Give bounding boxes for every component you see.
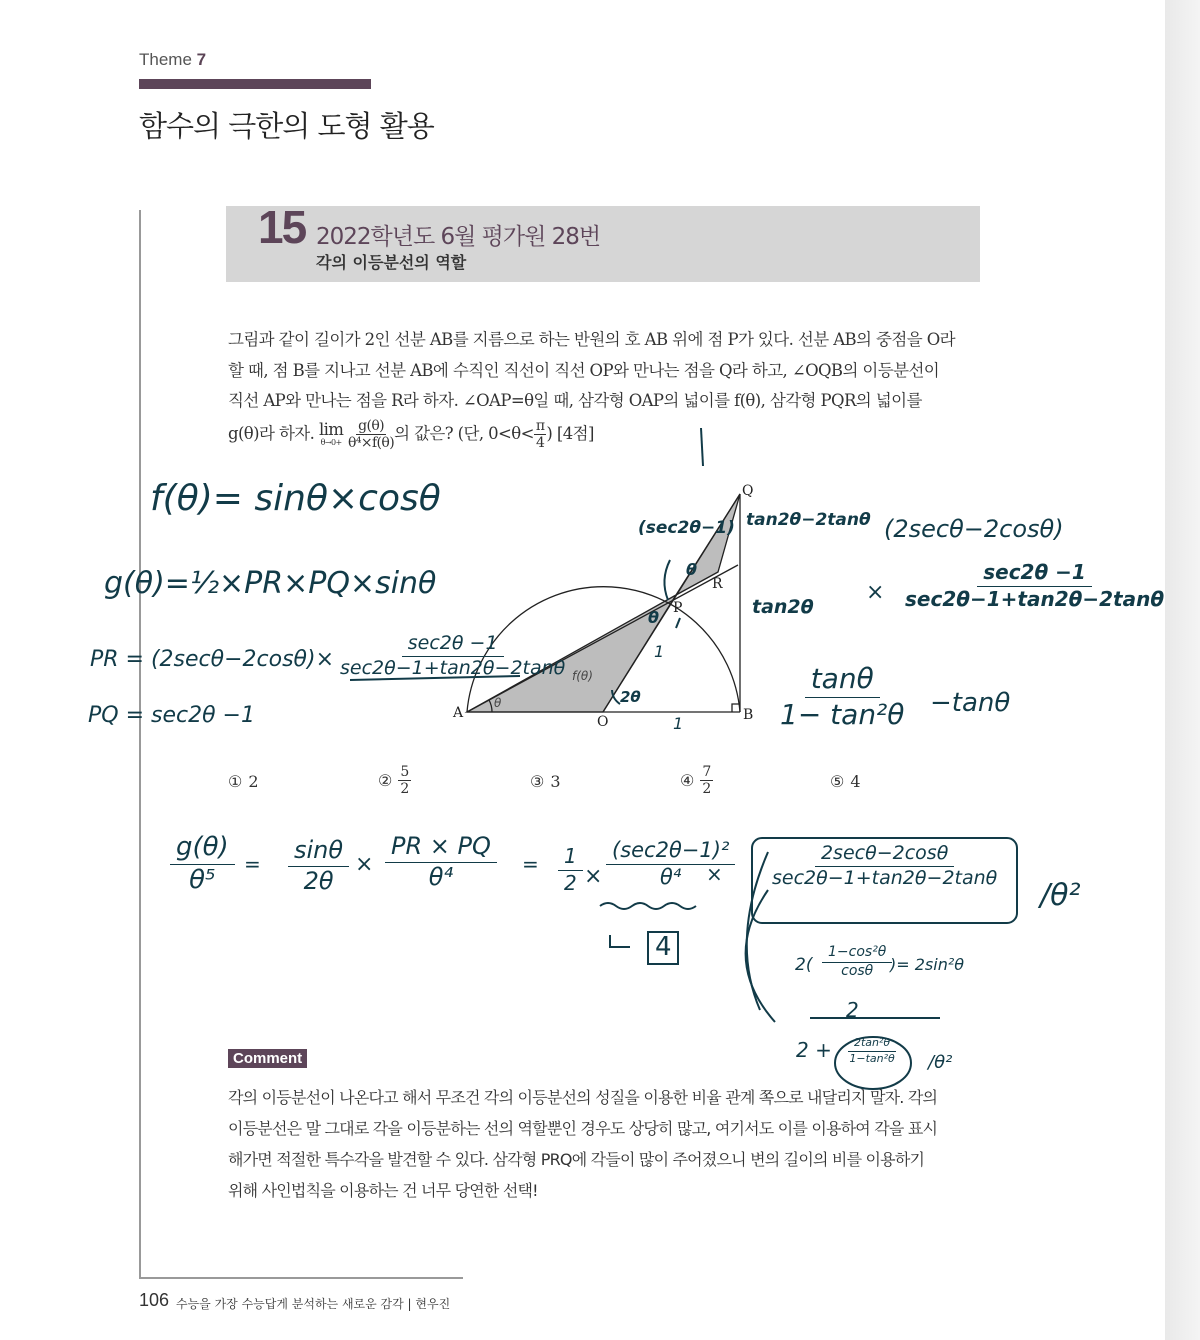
- pr-frac-num: sec2θ −1: [402, 632, 504, 657]
- eq-f-num: 2: [846, 998, 859, 1022]
- choice-num: 5: [400, 764, 410, 780]
- question-source: 2022학년도 6월 평가원 28번: [316, 224, 601, 250]
- lim-word: lim: [318, 420, 344, 440]
- label-B: B: [743, 707, 754, 723]
- label-P: P: [673, 600, 683, 616]
- choice-mark: ①: [228, 772, 243, 791]
- choice-2[interactable]: [378, 764, 411, 797]
- eq-over-theta2: /θ²: [1040, 878, 1081, 913]
- eq-f-inner-num: 2tan²θ: [848, 1036, 896, 1052]
- problem-prefix: g(θ)라 하자.: [228, 424, 315, 444]
- eq-lhs: [170, 832, 235, 895]
- note-fig-theta-p: θ: [648, 608, 659, 627]
- eq-boxed-4: 4: [655, 932, 672, 962]
- lim-sub: θ→0+: [320, 437, 342, 447]
- note-pr-frac: [340, 632, 565, 679]
- four: 4: [535, 435, 545, 452]
- eq-term-a: [288, 836, 349, 895]
- pr-frac-den: sec2θ−1+tan2θ−2tanθ: [340, 657, 566, 679]
- choice-value: 4: [850, 772, 861, 791]
- eq-half-den: 2: [564, 871, 577, 895]
- eq-times-1: ×: [355, 852, 374, 877]
- note-pr-def: PR = (2secθ−2cosθ)×: [90, 647, 335, 672]
- choice-fraction: [700, 764, 713, 797]
- right-frac-num: sec2θ −1: [977, 560, 1092, 587]
- frac-den: θ⁴×f(θ): [348, 435, 395, 452]
- choice-value: 3: [550, 772, 561, 791]
- choice-5[interactable]: [830, 772, 861, 791]
- note-right-frac: [905, 560, 1164, 611]
- note-fig-one-ob: 1: [673, 714, 684, 733]
- comment-tag: Comment: [228, 1049, 307, 1068]
- book-title: 수능을 가장 수능답게 분석하는 새로운 감각 | 현우진: [176, 1297, 451, 1311]
- choice-3[interactable]: [530, 772, 561, 791]
- eq-c-num: (sec2θ−1)²: [606, 838, 735, 865]
- label-theta: θ: [494, 696, 502, 710]
- eq-c-den: θ⁴: [660, 865, 682, 889]
- eq-e-result: )= 2sin²θ: [890, 955, 965, 974]
- label-Q: Q: [742, 483, 754, 499]
- eq-d-num: 2secθ−2cosθ: [815, 842, 954, 867]
- eq-term-d: [772, 842, 997, 889]
- note-f-def: f(θ)= sinθ×cosθ: [150, 478, 441, 519]
- eq-b-den: θ⁴: [428, 863, 454, 891]
- comment-line-4: 위해 사인법칙을 이용하는 건 너무 당연한 선택!: [228, 1181, 538, 1200]
- eq-times-3: ×: [706, 862, 723, 886]
- eq-lhs-num: g(θ): [170, 832, 235, 865]
- tan-frac-num: tanθ: [805, 662, 880, 698]
- pi: π: [535, 418, 545, 434]
- note-fig-one-op: 1: [654, 642, 665, 661]
- problem-suffix: 의 값은? (단, 0<θ<: [394, 424, 534, 444]
- eq-a-den: 2θ: [303, 867, 334, 895]
- label-A: A: [453, 705, 464, 721]
- question-subtitle: 각의 이등분선의 역할: [316, 253, 467, 272]
- choice-num: 7: [702, 764, 712, 780]
- eq-a-num: sinθ: [288, 836, 349, 867]
- note-fig-tan-diff: tan2θ−2tanθ: [746, 510, 871, 530]
- eq-half-num: 1: [558, 844, 583, 871]
- eq-f-over: /θ²: [928, 1052, 953, 1073]
- note-fig-sec: (sec2θ−1): [638, 518, 735, 538]
- eq-equals-1: =: [244, 852, 261, 876]
- eq-f-inner: [848, 1036, 896, 1065]
- eq-e-open: 2(: [795, 955, 813, 975]
- eq-f-den: 2 +: [796, 1038, 832, 1062]
- page-number: 106: [139, 1290, 170, 1310]
- problem-line-3: 직선 AP와 만나는 점을 R라 하자. ∠OAP=θ일 때, 삼각형 OAP의 넓이를 f(θ), 삼각형 PQR의 넓이를: [228, 391, 922, 410]
- question-number: 15: [258, 201, 306, 253]
- note-right-top: (2secθ−2cosθ): [884, 515, 1064, 543]
- comment-line-2: 이등분선은 말 그대로 각을 이등분하는 선의 역할뿐인 경우도 상당히 많고, 여기서도 이를 이용하여 각을 표시: [228, 1119, 938, 1138]
- tan-frac-den: 1− tan²θ: [780, 698, 905, 731]
- comment-line-3: 해가면 적절한 특수각을 발견할 수 있다. 삼각형 PRQ에 각들이 많이 주어졌으니 변의 길이의 비를 이용하기: [228, 1150, 925, 1169]
- choice-1[interactable]: [228, 772, 259, 791]
- note-pq-def: PQ = sec2θ −1: [88, 703, 255, 728]
- note-fig-2theta: 2θ: [620, 688, 641, 706]
- chapter-title: 함수의 극한의 도형 활용: [139, 109, 434, 143]
- note-fig-tan2: tan2θ: [752, 596, 814, 618]
- right-frac-den: sec2θ−1+tan2θ−2tanθ: [905, 587, 1165, 611]
- choice-mark: ④: [680, 771, 695, 791]
- theme-number: 7: [196, 50, 207, 69]
- theme-word: Theme: [139, 50, 192, 69]
- eq-e-frac: [822, 944, 892, 979]
- label-R: R: [712, 576, 723, 592]
- eq-lhs-den: θ⁵: [189, 865, 216, 895]
- note-minus-tan: −tanθ: [930, 688, 1011, 718]
- eq-d-den: sec2θ−1+tan2θ−2tanθ: [772, 867, 998, 889]
- eq-e-den: cosθ: [841, 963, 874, 979]
- note-g-def: g(θ)=½×PR×PQ×sinθ: [104, 566, 437, 601]
- choice-den: 2: [400, 781, 410, 798]
- note-right-times: ×: [866, 580, 885, 605]
- frac-num: g(θ): [358, 418, 385, 434]
- eq-times-2: ×: [584, 864, 603, 889]
- label-f-theta: f(θ): [572, 669, 593, 683]
- eq-b-num: PR × PQ: [385, 832, 497, 863]
- eq-half: [558, 844, 583, 895]
- eq-term-b: [385, 832, 497, 891]
- choice-mark: ②: [378, 771, 393, 791]
- choice-fraction: [398, 764, 411, 797]
- choice-mark: ⑤: [830, 772, 845, 791]
- points: ) [4점]: [546, 424, 594, 444]
- problem-line-2: 할 때, 점 B를 지나고 선분 AB에 수직인 직선이 직선 OP와 만나는 점을 Q라 하고, ∠OQB의 이등분선이: [228, 361, 940, 380]
- choice-mark: ③: [530, 772, 545, 791]
- note-fig-theta-top: θ: [686, 560, 697, 579]
- note-tan-frac: [780, 662, 904, 731]
- eq-equals-2: =: [522, 852, 539, 876]
- problem-line-1: 그림과 같이 길이가 2인 선분 AB를 지름으로 하는 반원의 호 AB 위에 점 P가 있다. 선분 AB의 중점을 O라: [228, 330, 955, 349]
- choice-value: 2: [248, 772, 259, 791]
- eq-e-num: 1−cos²θ: [822, 944, 892, 963]
- eq-f-inner-den: 1−tan²θ: [849, 1052, 895, 1065]
- choice-4[interactable]: [680, 764, 713, 797]
- choice-den: 2: [702, 781, 712, 798]
- comment-line-1: 각의 이등분선이 나온다고 해서 무조건 각의 이등분선의 성질을 이용한 비율 관계 쪽으로 내달리지 말자. 각의: [228, 1088, 938, 1107]
- label-O: O: [597, 714, 609, 730]
